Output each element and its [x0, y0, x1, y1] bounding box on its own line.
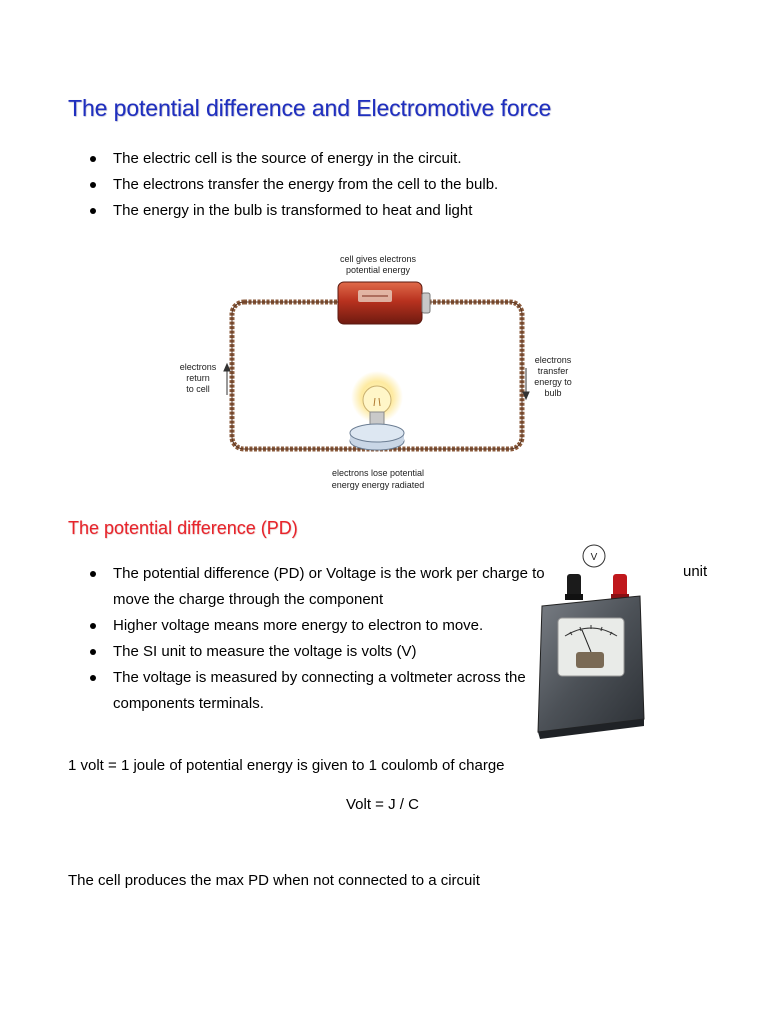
page-title: The potential difference and Electromotive force — [68, 95, 552, 121]
list-item: The electrons transfer the energy from the cell to the bulb. — [68, 172, 728, 198]
list-item: The potential difference (PD) or Voltage is the work per charge to move the charge through the component — [68, 561, 548, 613]
list-item: The energy in the bulb is transformed to heat and light — [68, 198, 728, 224]
intro-bullet-list — [68, 146, 728, 224]
list-item: Higher voltage means more energy to electron to move. — [68, 613, 548, 639]
bullet-icon — [90, 623, 96, 629]
list-item: The SI unit to measure the voltage is volts (V) — [68, 639, 548, 665]
bottom-label-line: electrons lose potential — [331, 468, 425, 478]
bullet-icon — [90, 182, 96, 188]
right-label-line: energy to — [534, 377, 572, 387]
bullet-icon — [90, 649, 96, 655]
left-label-line: to cell — [186, 384, 210, 394]
bullet-icon — [90, 675, 96, 681]
left-label-line: return — [186, 373, 210, 383]
bottom-label-line: energy energy radiated — [331, 480, 425, 490]
bulb-icon — [350, 371, 404, 450]
wrapped-word: unit — [683, 563, 708, 580]
section-heading-pd: The potential difference (PD) — [68, 518, 298, 538]
right-label-line: transfer — [537, 366, 569, 376]
cell-battery-icon — [338, 282, 430, 324]
voltmeter-image — [520, 534, 660, 739]
right-label-line: electrons — [534, 355, 572, 365]
definition-text: 1 volt = 1 joule of potential energy is given to 1 coulomb of charge — [68, 757, 505, 774]
voltmeter-symbol-icon — [583, 545, 605, 567]
cell-label-line: potential energy — [345, 265, 411, 275]
left-label-line: electrons — [179, 362, 217, 372]
circuit-diagram — [170, 240, 590, 500]
up-arrow-icon — [224, 364, 230, 395]
closing-text: The cell produces the max PD when not connected to a circuit — [68, 872, 480, 889]
right-label-line: bulb — [544, 388, 562, 398]
bullet-icon — [90, 571, 96, 577]
bullet-icon — [90, 208, 96, 214]
formula-text: Volt = J / C — [346, 796, 419, 813]
list-item: The electric cell is the source of energy in the circuit. — [68, 146, 728, 172]
bullet-icon — [90, 156, 96, 162]
list-item: The voltage is measured by connecting a voltmeter across the components terminals. — [68, 665, 548, 717]
svg-text:V: V — [590, 552, 598, 563]
cell-label-line: cell gives electrons — [339, 254, 417, 264]
pd-bullet-list — [68, 561, 548, 717]
